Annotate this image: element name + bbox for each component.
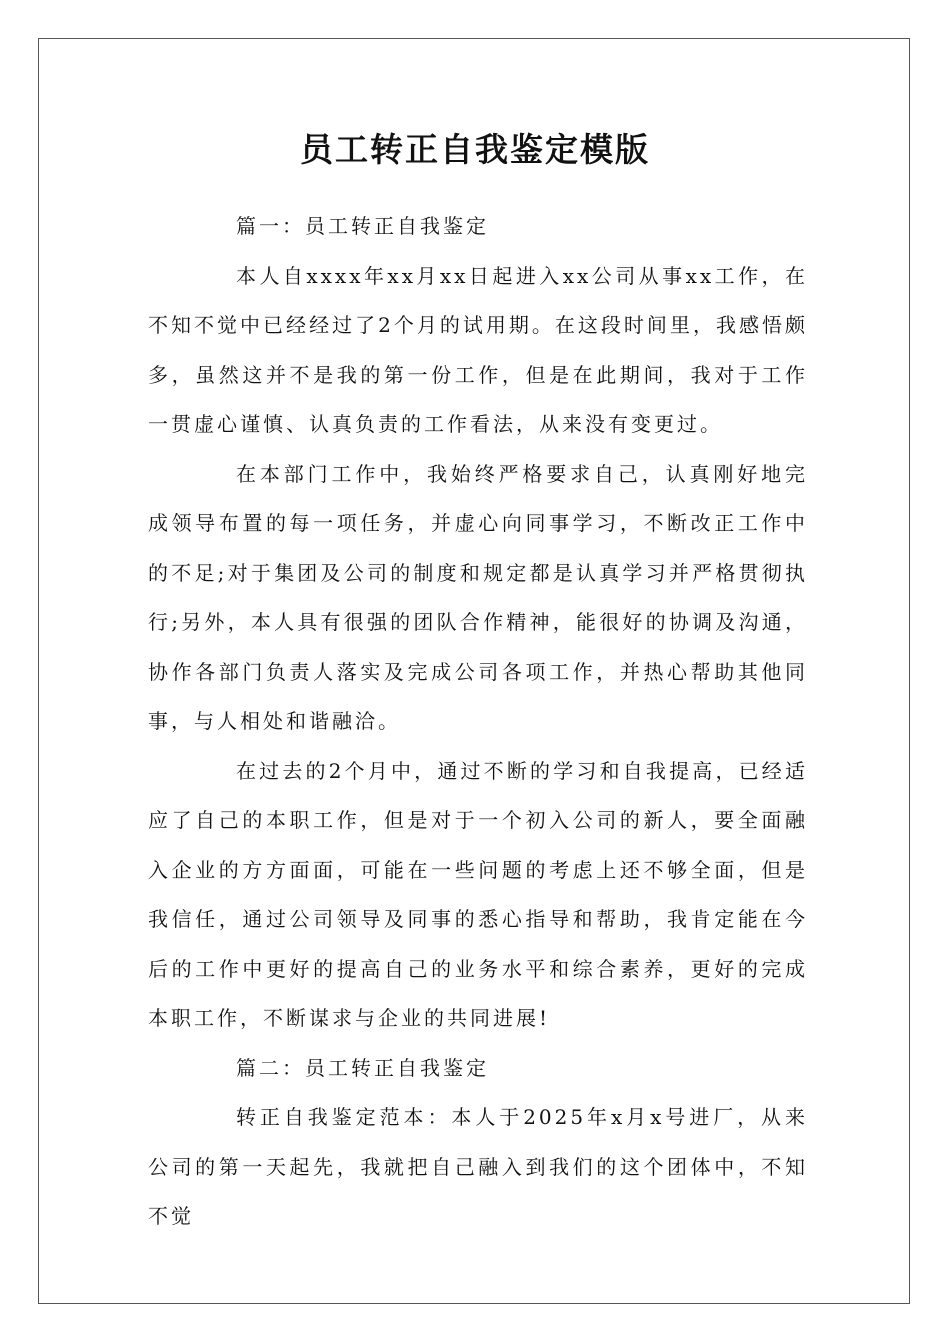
paragraph-4: 转正自我鉴定范本：本人于2025年x月x号进厂，从来公司的第一天起先，我就把自己融入到我们的这个团体中，不知不觉 xyxy=(148,1105,808,1228)
paragraph-3: 在过去的2个月中，通过不断的学习和自我提高，已经适应了自己的本职工作，但是对于一个初入公司的新人，要全面融入企业的方方面面，可能在一些问题的考虑上还不够全面，但是我信任，通过公司领导及同事的悉心指导和帮助，我肯定能在今后的工作中更好的提高自己的业务水平和综合素养，更好的完成本职工作，不断谋求与企业的共同进展! xyxy=(148,758,808,1030)
section-heading-2: 篇二：员工转正自我鉴定 xyxy=(236,1055,489,1080)
section-heading-1: 篇一：员工转正自我鉴定 xyxy=(236,214,489,238)
document-title: 员工转正自我鉴定模版 xyxy=(300,130,650,169)
paragraph-2: 在本部门工作中，我始终严格要求自己，认真刚好地完成领导布置的每一项任务，并虚心向同事学习，不断改正工作中的不足;对于集团及公司的制度和规定都是认真学习并严格贯彻执行;另外，本人具有很强的团队合作精神，能很好的协调及沟通，协作各部门负责人落实及完成公司各项工作，并热心帮助其他同事，与人相处和谐融洽。 xyxy=(148,461,808,733)
paragraph-1: 本人自xxxx年xx月xx日起进入xx公司从事xx工作，在不知不觉中已经经过了2个月的试用期。在这段时间里，我感悟颇多，虽然这并不是我的第一份工作，但是在此期间，我对于工作一贯虚心谨慎、认真负责的工作看法，从来没有变更过。 xyxy=(148,263,808,436)
document-body xyxy=(148,202,808,1242)
